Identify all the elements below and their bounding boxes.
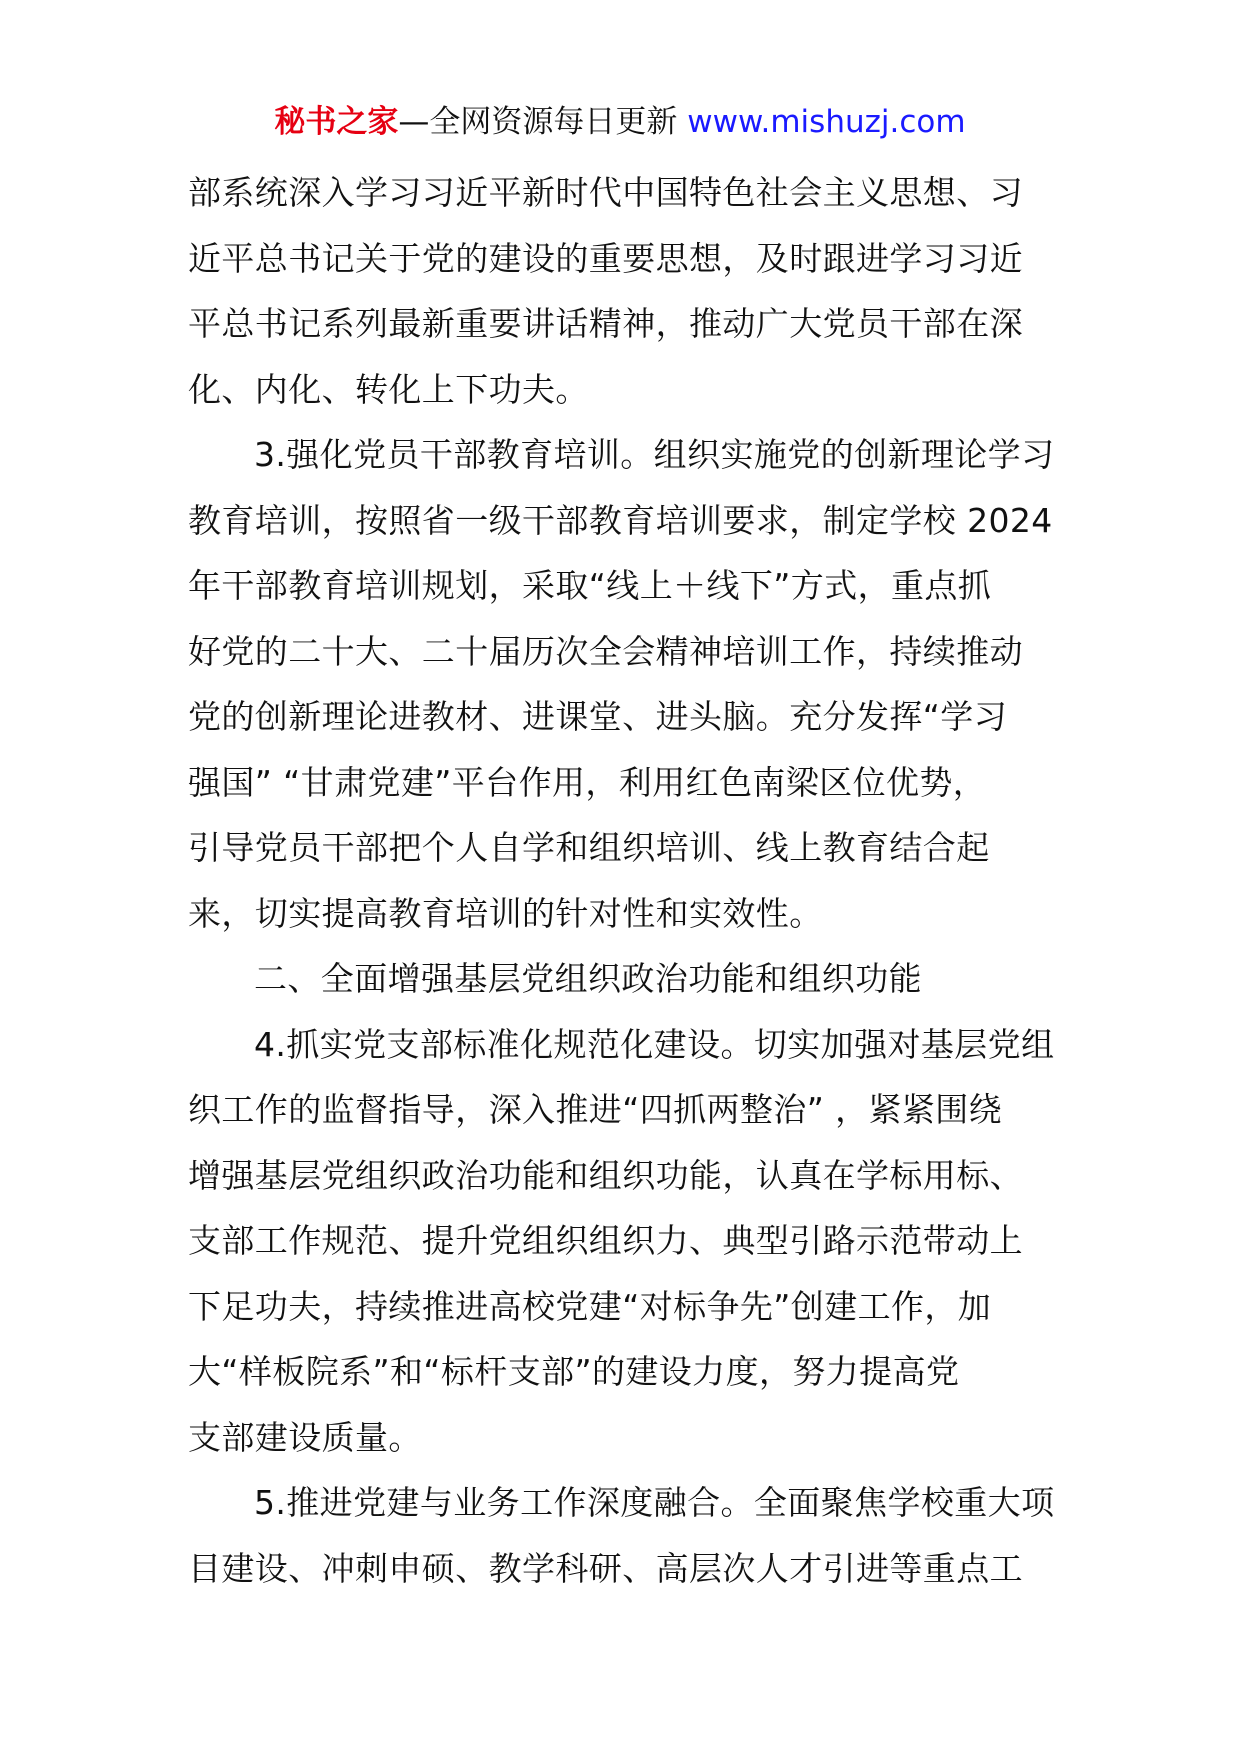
text-line: 强国” “甘肃党建”平台作用，利用红色南梁区位优势， bbox=[188, 762, 987, 802]
text-line: 大“样板院系”和“标杆支部”的建设力度，努力提高党 bbox=[188, 1352, 960, 1391]
brand-name: 秘书之家 bbox=[274, 104, 399, 140]
text-line: 支部建设质量。 bbox=[188, 1417, 422, 1457]
header-tagline: —全网资源每日更新 bbox=[398, 104, 688, 140]
text-line: 年干部教育培训规划，采取“线上＋线下”方式，重点抓 bbox=[188, 566, 992, 605]
paragraph-start-line: 4.抓实党支部标准化规范化建设。切实加强对基层党组 bbox=[254, 1024, 1055, 1064]
text-line: 部系统深入学习习近平新时代中国特色社会主义思想、习 bbox=[188, 173, 1023, 212]
document-body bbox=[188, 160, 1056, 1601]
site-url-link[interactable]: www.mishuzj.com bbox=[687, 104, 966, 140]
text-line: 支部工作规范、提升党组织组织力、典型引路示范带动上 bbox=[188, 1221, 1023, 1260]
text-line: 引导党员干部把个人自学和组织培训、线上教育结合起 bbox=[188, 828, 990, 867]
text-line: 来，切实提高教育培训的针对性和实效性。 bbox=[188, 893, 823, 933]
text-line: 目建设、冲刺申硕、教学科研、高层次人才引进等重点工 bbox=[188, 1548, 1023, 1588]
text-line: 好党的二十大、二十届历次全会精神培训工作，持续推动 bbox=[188, 631, 1023, 671]
text-line: 近平总书记关于党的建设的重要思想，及时跟进学习习近 bbox=[188, 238, 1023, 278]
paragraph-start-line: 3.强化党员干部教育培训。组织实施党的创新理论学习 bbox=[254, 435, 1055, 474]
text-line: 党的创新理论进教材、进课堂、进头脑。充分发挥“学习 bbox=[188, 697, 1008, 736]
paragraph-start-line: 5.推进党建与业务工作深度融合。全面聚焦学校重大项 bbox=[254, 1483, 1055, 1522]
text-line: 平总书记系列最新重要讲话精神，推动广大党员干部在深 bbox=[188, 304, 1023, 343]
text-line: 化、内化、转化上下功夫。 bbox=[188, 369, 589, 409]
text-line: 教育培训，按照省一级干部教育培训要求，制定学校 2024 bbox=[188, 500, 1053, 540]
site-header bbox=[0, 100, 1240, 144]
text-line: 织工作的监督指导，深入推进“四抓两整治” ，紧紧围绕 bbox=[188, 1090, 1003, 1129]
text-line: 下足功夫，持续推进高校党建“对标争先”创建工作，加 bbox=[188, 1286, 992, 1326]
text-line: 增强基层党组织政治功能和组织功能，认真在学标用标、 bbox=[188, 1155, 1023, 1195]
section-heading: 二、全面增强基层党组织政治功能和组织功能 bbox=[254, 959, 922, 998]
